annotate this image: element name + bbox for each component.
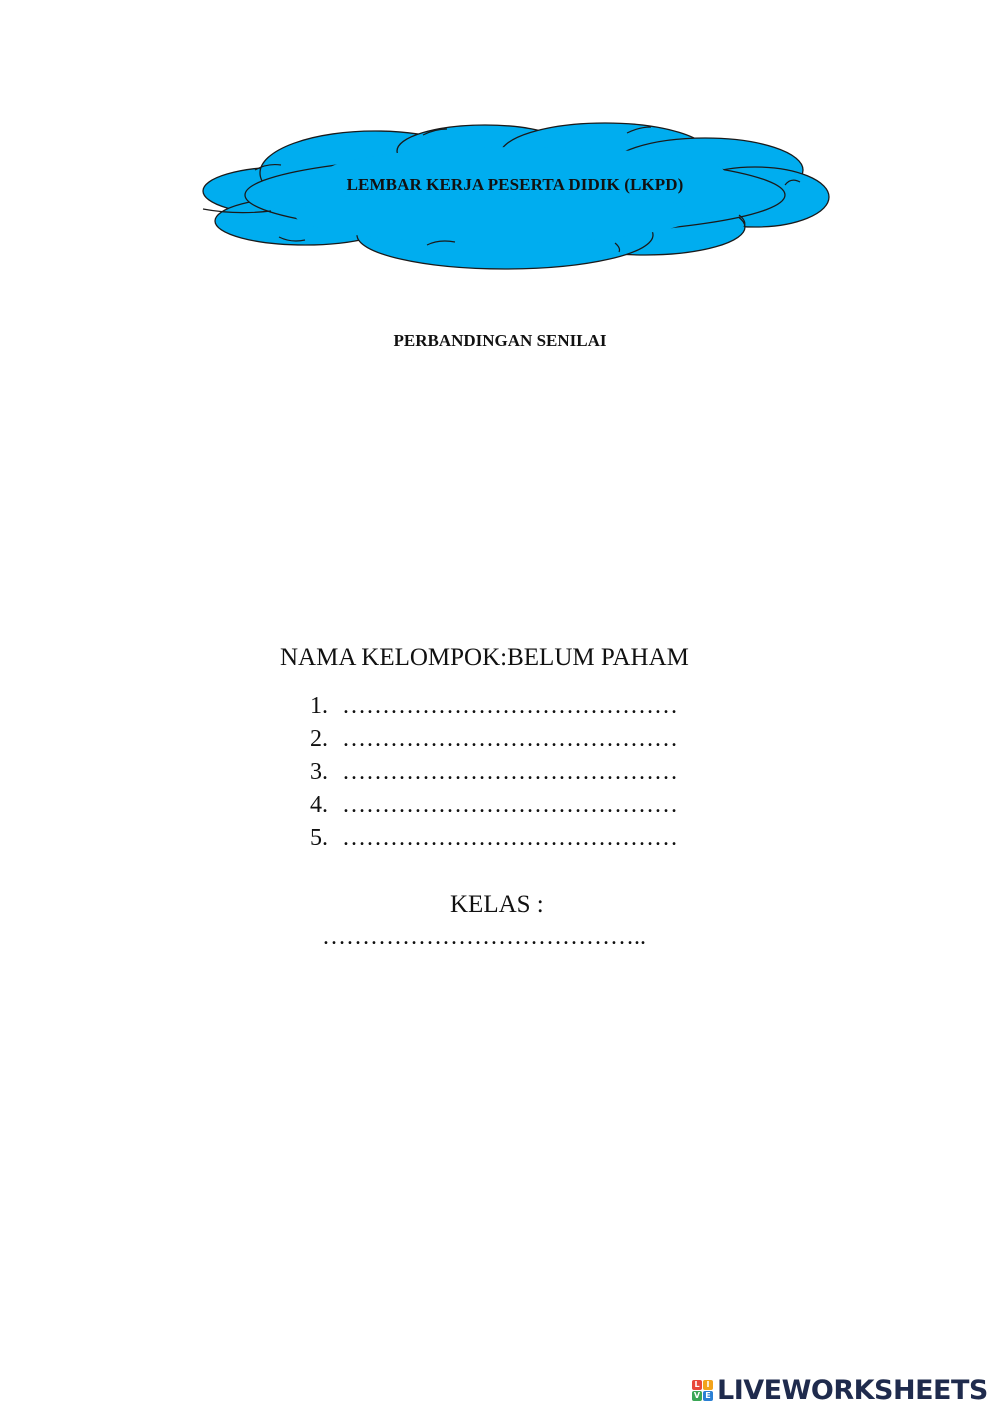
member-entry xyxy=(310,789,678,822)
member-number: 5. xyxy=(310,825,328,851)
cloud-shape xyxy=(195,115,845,285)
member-entry xyxy=(310,756,678,789)
class-blank[interactable]: ………………………………….. xyxy=(322,924,646,950)
member-blank[interactable]: …………………………………… xyxy=(342,693,678,719)
member-blank[interactable]: …………………………………… xyxy=(342,825,678,851)
member-blank[interactable]: …………………………………… xyxy=(342,792,678,818)
class-label: KELAS : xyxy=(450,891,544,918)
member-number: 1. xyxy=(310,693,328,719)
member-entry xyxy=(310,822,678,855)
member-list xyxy=(310,690,678,855)
member-number: 3. xyxy=(310,759,328,785)
member-entry xyxy=(310,723,678,756)
title-cloud xyxy=(195,115,845,285)
logo-tile: V xyxy=(693,1390,701,1400)
member-number: 2. xyxy=(310,726,328,752)
member-number: 4. xyxy=(310,792,328,818)
cloud-title: LEMBAR KERJA PESERTA DIDIK (LKPD) xyxy=(346,175,684,194)
member-entry xyxy=(310,690,678,723)
member-blank[interactable]: …………………………………… xyxy=(342,759,678,785)
liveworksheets-logo-icon xyxy=(692,1380,713,1401)
logo-tile: I xyxy=(703,1380,713,1390)
liveworksheets-brand[interactable] xyxy=(692,1374,988,1406)
logo-tile: E xyxy=(703,1391,713,1401)
logo-tile: L xyxy=(692,1380,702,1390)
group-name-heading: NAMA KELOMPOK:BELUM PAHAM xyxy=(280,644,689,671)
worksheet-subtitle: PERBANDINGAN SENILAI xyxy=(393,331,607,350)
brand-name: LIVEWORKSHEETS xyxy=(717,1374,988,1406)
member-blank[interactable]: …………………………………… xyxy=(342,726,678,752)
